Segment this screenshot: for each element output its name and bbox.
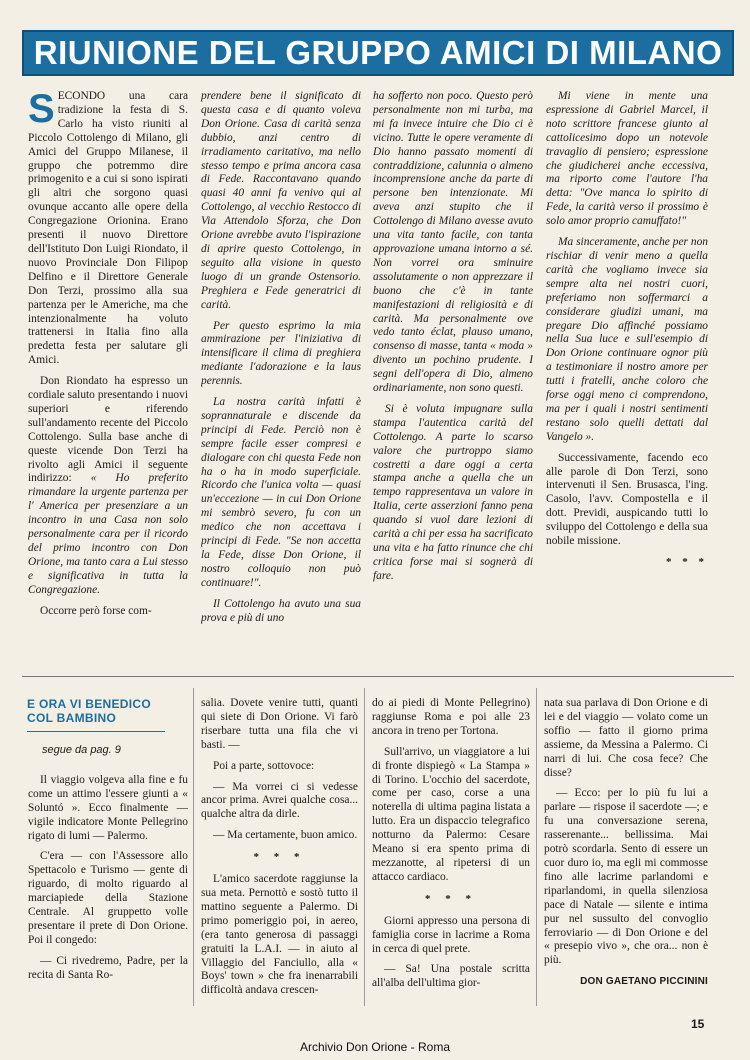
article2-col2-paragraph-5: L'amico sacerdote raggiunse la sua meta. Pernottò e sostò tutto il mattino seguente a Palermo. Di primo pomeriggio poi, in aereo, (era tanto generosa di passaggi gratuiti la L.A.I. — in aiuto al Villaggio del Fanciullo, alla « Boys' town » che fra inenarrabili difficoltà andava crescen-	[201, 873, 358, 997]
article2-col1-paragraph-2: C'era — con l'Assessore allo Spettacolo e Turismo — gente di riguardo, di molto riguardo al marciapiede della Stazione Centrale. Al gruppetto volle presentare il prete di Don Orione. Poi il congedo:	[28, 850, 188, 946]
article1-col1-paragraph-3: Occorre però forse com-	[40, 604, 152, 617]
article2-col2-paragraph-4: — Ma certamente, buon amico.	[213, 829, 358, 842]
section-divider	[22, 676, 734, 677]
section-stars: * * *	[666, 556, 708, 568]
article2-col2-paragraph-1: salia. Dovete venire tutti, quanti qui siete di Don Orione. Vi farò riserbare tutta una fila che vi basti. —	[201, 697, 358, 751]
article1-col1-p2-plain: Don Riondato ha espresso un cordiale saluto presentando i nuovi superiori e riferendo sull'andamento recente del Piccolo Cottolengo. Sulla base anche di queste vicende Don Terzi ha rivolto agli Amici il seguente indirizzo:	[28, 375, 188, 485]
article1-col2-paragraph-3: La nostra carità infatti è soprannaturale e discende da principi di Fede. Perciò non è sempre facile esser compresi e dialogare con chi questa Fede non ha o ha in modo superficiale. Ricordo che l'unica volta — quasi un'eccezione — in cui Don Orione mi sembrò severo, fu con un medico che non accettava i principi di Fede. "Se non accetta la Fede, disse Don Orione, il nostro colloquio non può continuare!".	[201, 396, 361, 589]
article2-column-4	[544, 697, 708, 1010]
article2-title-underline	[27, 731, 165, 732]
section-stars: * * *	[425, 892, 477, 905]
page-title: RIUNIONE DEL GRUPPO AMICI DI MILANO	[33, 34, 723, 71]
article2-title-line-1: E ORA VI BENEDICO	[27, 697, 152, 711]
article2-column-3	[372, 697, 530, 1010]
article2-col2-paragraph-2: Poi a parte, sottovoce:	[213, 759, 315, 772]
article2-col3-paragraph-1: do ai piedi di Monte Pellegrino) raggiunse Roma e poi alle 23 ancora in treno per Tortona.	[372, 697, 530, 737]
page-number: 15	[691, 1017, 705, 1031]
article2-col4-paragraph-1: nata sua parlava di Don Orione e di lei e del viaggio — volato come un soffio — fatto il giorno prima assieme, da Messina a Palermo. Ci narri di lui. Che cosa fece? Che disse?	[544, 697, 708, 779]
article2-col3-paragraph-2: Sull'arrivo, un viaggiatore a lui di fronte dispiegò « La Stampa » di Torino. L'occhio del sacerdote, come per caso, corse a una noterella di ultima pagina listata a lutto. Era un dispaccio telegrafico notturno da Palermo: Cesare Meano si era spento prima di mezzanotte, al ripetersi di un attacco cardiaco.	[372, 745, 530, 883]
article1-col1-p1-text: ECONDO una cara tradizione la festa di S. Carlo ha visto riuniti al Piccolo Cottolengo di Milano, gli Amici del Gruppo Milanese, il gruppo che potremmo dire primogenito e a cui si sono ispirati gli altri che sorgono quasi ovunque accanto alle opere della Congregazione Orionina. Erano presenti il nuovo Direttore dell'Istituto Don Luigi Riondato, il nuovo Provinciale Don Filipop Delfino e il Direttore Generale Don Terzi, prossimo alla sua partenza per le Americhe, ma che intenzionalmente ha voluto trattenersi in Italia fino alla predetta festa per salutare gli Amici.	[28, 90, 188, 367]
article1-col1-paragraph-2	[28, 375, 188, 598]
article2-col3-paragraph-4: — Sa! Una postale scritta all'alba dell'ultima gior-	[372, 963, 530, 990]
article1-col4-paragraph-3: Successivamente, facendo eco alle parole di Don Terzi, sono intervenuti il Sen. Brusasca, l'ing. Casolo, l'avv. Compostella e il dott. Previdi, auspicando tutti lo sviluppo del Cottolengo e della sua nobile missione.	[546, 451, 708, 548]
article1-col4-paragraph-2: Ma sinceramente, anche per non rischiar di venir meno a quella carità che vogliamo invece sia sempre alta nei nostri cuori, preferiamo non soffermarci a considerare giudizi umani, ma pregare Dio affinché possiamo nella Sua luce e sull'esempio di Don Orione continuare ognor più a testimoniare il nostro amore per tutti i fratelli, anche coloro che forse oggi meno ci comprendono, ma per i quali i nostri sentimenti restano solo quelli dettati dal Vangelo ».	[546, 236, 708, 443]
title-banner	[22, 30, 734, 76]
article1-col4-paragraph-1: Mi viene in mente una espressione di Gabriel Marcel, il noto scrittore francese giunto al cattolicesimo dopo un notevole travaglio di pensiero; espressione che giudicherei anche eccessiva, ma riporto come l'autore l'ha detta: "Ove manca lo spirito di Fede, la carità verso il prossimo è solo amor proprio camuffato!"	[546, 90, 708, 228]
article1-col1-p2-italic: « Ho preferito rimandare la urgente partenza per l' America per presenziare a un incontro in una Casa non solo personalmente cara per il ricordo del primo incontro con Don Orione, ma tanto cara a Lui stesso e significativa in tutta la Congregazione.	[28, 472, 188, 596]
column-divider	[193, 688, 194, 1006]
article2-col1-paragraph-3: — Ci rivedremo, Padre, per la recita di Santa Ro-	[28, 954, 188, 981]
article2-col2-paragraph-3: — Ma vorrei ci si vedesse ancor prima. Avrei qualche cosa... qualche altra da dirle.	[201, 780, 358, 821]
article2-title	[27, 697, 155, 725]
author-signature: DON GAETANO PICCININI	[580, 976, 708, 988]
article1-col2-paragraph-2: Per questo esprimo la mia ammirazione per l'iniziativa di intensificare il clima di preghiera mediante l'adorazione e la laus perennis.	[201, 319, 361, 388]
article2-col1-paragraph-1: Il viaggio volgeva alla fine e fu come un attimo l'essere giunti a « Soluntó ». Ecco finalmente — vigile indicatore Monte Pellegrino rigato di lumi — Palermo.	[28, 773, 188, 842]
article2-column-2	[201, 697, 358, 1010]
article1-column-4	[546, 90, 708, 670]
article1-col1-paragraph-1	[28, 90, 188, 368]
article1-col3-paragraph-1: ha sofferto non poco. Questo però personalmente non mi turba, ma mi fa invece intuire che Dio ci è vicino. Tutte le opere veramente di Dio hanno passato momenti di contraddizione, calunnia o almeno incomprensione anche da parte di persone ben intenzionate. Mi aveva anzi stupito che il Cottolengo di Milano avesse avuto una vita tanto facile, con tanta approvazione umana intorno a sé. Non vorrei ora sminuire assolutamente o non apprezzare il buono che c'è in tante manifestazioni di religiosità e di carità. Ma personalmente ove vedo tanto éclat, plauso umano, consenso di masse, tanta « moda » divento un pochino prudente. I segni dell'opera di Dio, almeno ordinariamente, non sono questi.	[373, 90, 533, 395]
archive-footer: Archivio Don Orione - Roma	[299, 1040, 451, 1054]
continued-from-note: segue da pag. 9	[42, 744, 121, 756]
column-divider	[536, 688, 537, 1006]
drop-cap: S	[28, 90, 55, 131]
article1-col2-paragraph-4: Il Cottolengo ha avuto una sua prova e più di uno	[201, 597, 361, 624]
article1-column-3	[373, 90, 533, 670]
article2-col3-paragraph-3: Giorni appresso una persona di famiglia corse in lacrime a Roma in cerca di quel prete.	[372, 914, 530, 955]
article1-column-1	[28, 90, 188, 670]
article2-col4-paragraph-2: — Ecco: per lo più fu lui a parlare — rispose il sacerdote —; e fu una conversazione serena, rasserenante... bellissima. Mai potrò scordarla. Sento di essere un cuor duro io, ma egli mi commosse fino alle lacrime parlandomi e riparlandomi, in quella silenziosa pace di Natale — silente e intima pur nel sussulto del convoglio ferroviario — di Don Orione e del « presepio vivo », che ora... non è più.	[544, 787, 708, 967]
article1-col2-paragraph-1: prendere bene il significato di questa casa e di quanto voleva Don Orione. Casa di carità senza dubbio, anzi centro di irradiamento caritativo, ma nello stesso tempo e prima ancora casa di Fede. Raccontavano quando quasi 40 anni fa venivo qui al Cottolengo, al vecchio Restocco di Via Attendolo Sforza, che Don Orione avrebbe avuto l'ispirazione di aprire questo Cottolengo, in seguito alla visione in questo luogo di un grande Ostensorio. Preghiera e Fede generatrici di carità.	[201, 90, 361, 311]
article2-title-line-2: COL BAMBINO	[27, 711, 117, 725]
section-stars: * * *	[253, 851, 306, 864]
article1-col3-paragraph-2: Si è voluta impugnare sulla stampa l'autentica carità del Cottolengo. A parte lo scarso valore che purtroppo siamo costretti a dare oggi a certa stampa anche a quella che un tempo rappresentava un valore in Italia, certe asserzioni fanno pena quando si vuol dare lezioni di carità a chi per essa ha sacrificato una vita e ha fatto rinunce che chi critica forse mai si sognerà di fare.	[373, 402, 533, 582]
article1-column-2	[201, 90, 361, 670]
column-divider	[364, 688, 365, 1006]
article2-column-1	[28, 744, 188, 1010]
